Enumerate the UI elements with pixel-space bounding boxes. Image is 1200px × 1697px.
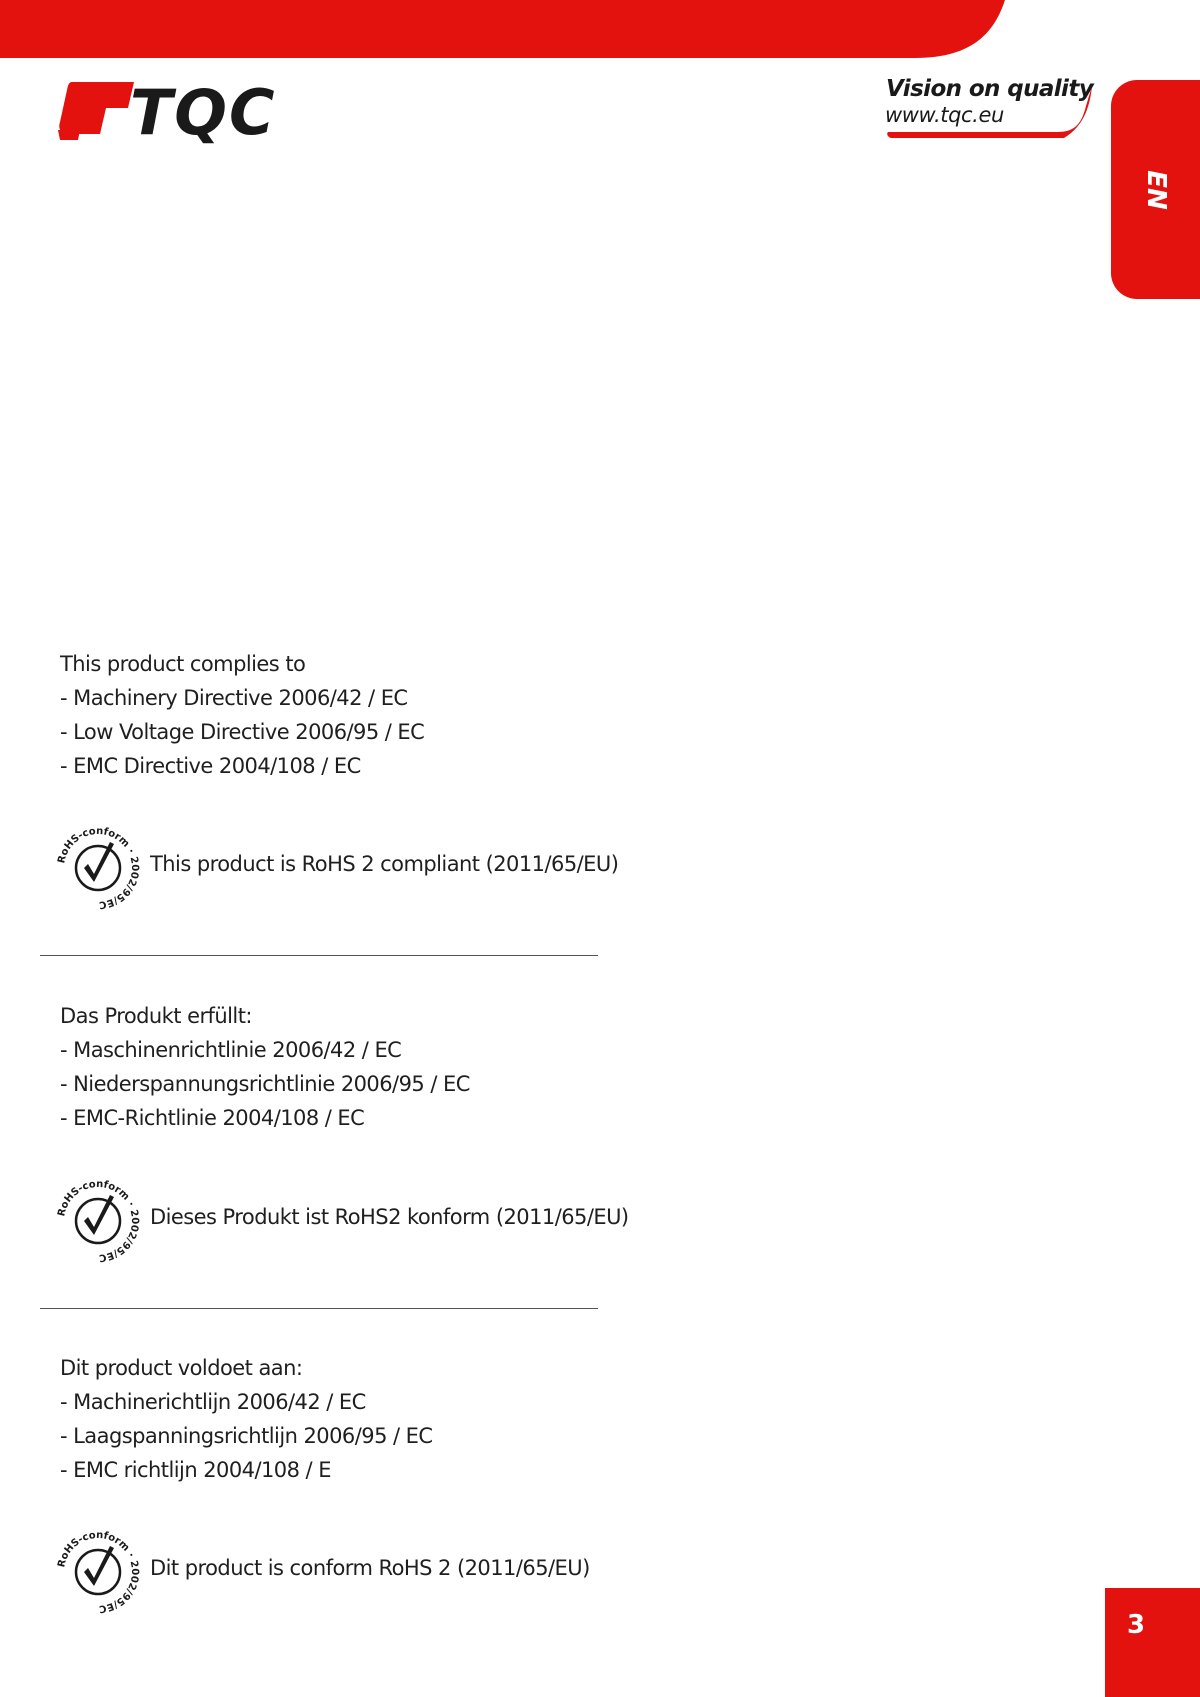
directive-item: - Maschinenrichtlinie 2006/42 / EC [60, 1038, 402, 1062]
directive-item: - Machinerichtlijn 2006/42 / EC [60, 1390, 366, 1414]
rohs-seal-icon [54, 1528, 142, 1616]
directive-item: - EMC-Richtlinie 2004/108 / EC [60, 1106, 365, 1130]
directive-item: - EMC Directive 2004/108 / EC [60, 754, 361, 778]
directive-item: - Machinery Directive 2006/42 / EC [60, 686, 408, 710]
page-number: 3 [1127, 1610, 1146, 1640]
compliance-section-nl [56, 1351, 620, 1615]
section-divider [40, 955, 598, 956]
tagline-block [878, 76, 1098, 140]
svg-text:RoHS-conform · 2002/95/EC: RoHS-conform · 2002/95/EC [56, 825, 141, 911]
tqc-logo-mark [58, 78, 338, 144]
compliance-section-en [56, 647, 620, 911]
tqc-logo [58, 78, 338, 144]
directive-item: - Niederspannungsrichtlinie 2006/95 / EC [60, 1072, 470, 1096]
rohs-statement [56, 824, 620, 912]
rohs-compliance-text: Dit product is conform RoHS 2 (2011/65/EU) [150, 1556, 590, 1580]
rohs-statement [56, 1177, 629, 1265]
tagline: Vision on quality [886, 76, 1094, 102]
directive-item: - EMC richtlijn 2004/108 / E [60, 1458, 331, 1482]
section-heading: Das Produkt erfüllt: [60, 1004, 252, 1028]
svg-text:RoHS-conform · 2002/95/EC: RoHS-conform · 2002/95/EC [56, 1178, 141, 1264]
rohs-compliance-text: This product is RoHS 2 compliant (2011/65/EU) [150, 852, 619, 876]
rohs-compliance-text: Dieses Produkt ist RoHS2 konform (2011/65/EU) [150, 1205, 629, 1229]
section-divider [40, 1308, 598, 1309]
page-number-tab [1105, 1588, 1200, 1697]
rohs-statement [56, 1528, 620, 1616]
directive-item: - Low Voltage Directive 2006/95 / EC [60, 720, 425, 744]
rohs-seal-icon [54, 1177, 142, 1265]
section-heading: This product complies to [60, 652, 306, 676]
directive-item: - Laagspanningsrichtlijn 2006/95 / EC [60, 1424, 433, 1448]
section-heading: Dit product voldoet aan: [60, 1356, 303, 1380]
svg-text:RoHS-conform · 2002/95/EC: RoHS-conform · 2002/95/EC [56, 1529, 141, 1615]
language-tab[interactable] [1111, 80, 1200, 299]
top-red-band [0, 0, 1200, 58]
svg-text:TQC: TQC [130, 78, 277, 144]
language-tab-label: EN [1140, 170, 1171, 210]
compliance-section-de [56, 999, 629, 1264]
website-link[interactable]: www.tqc.eu [885, 103, 1004, 127]
rohs-seal-icon [54, 824, 142, 912]
